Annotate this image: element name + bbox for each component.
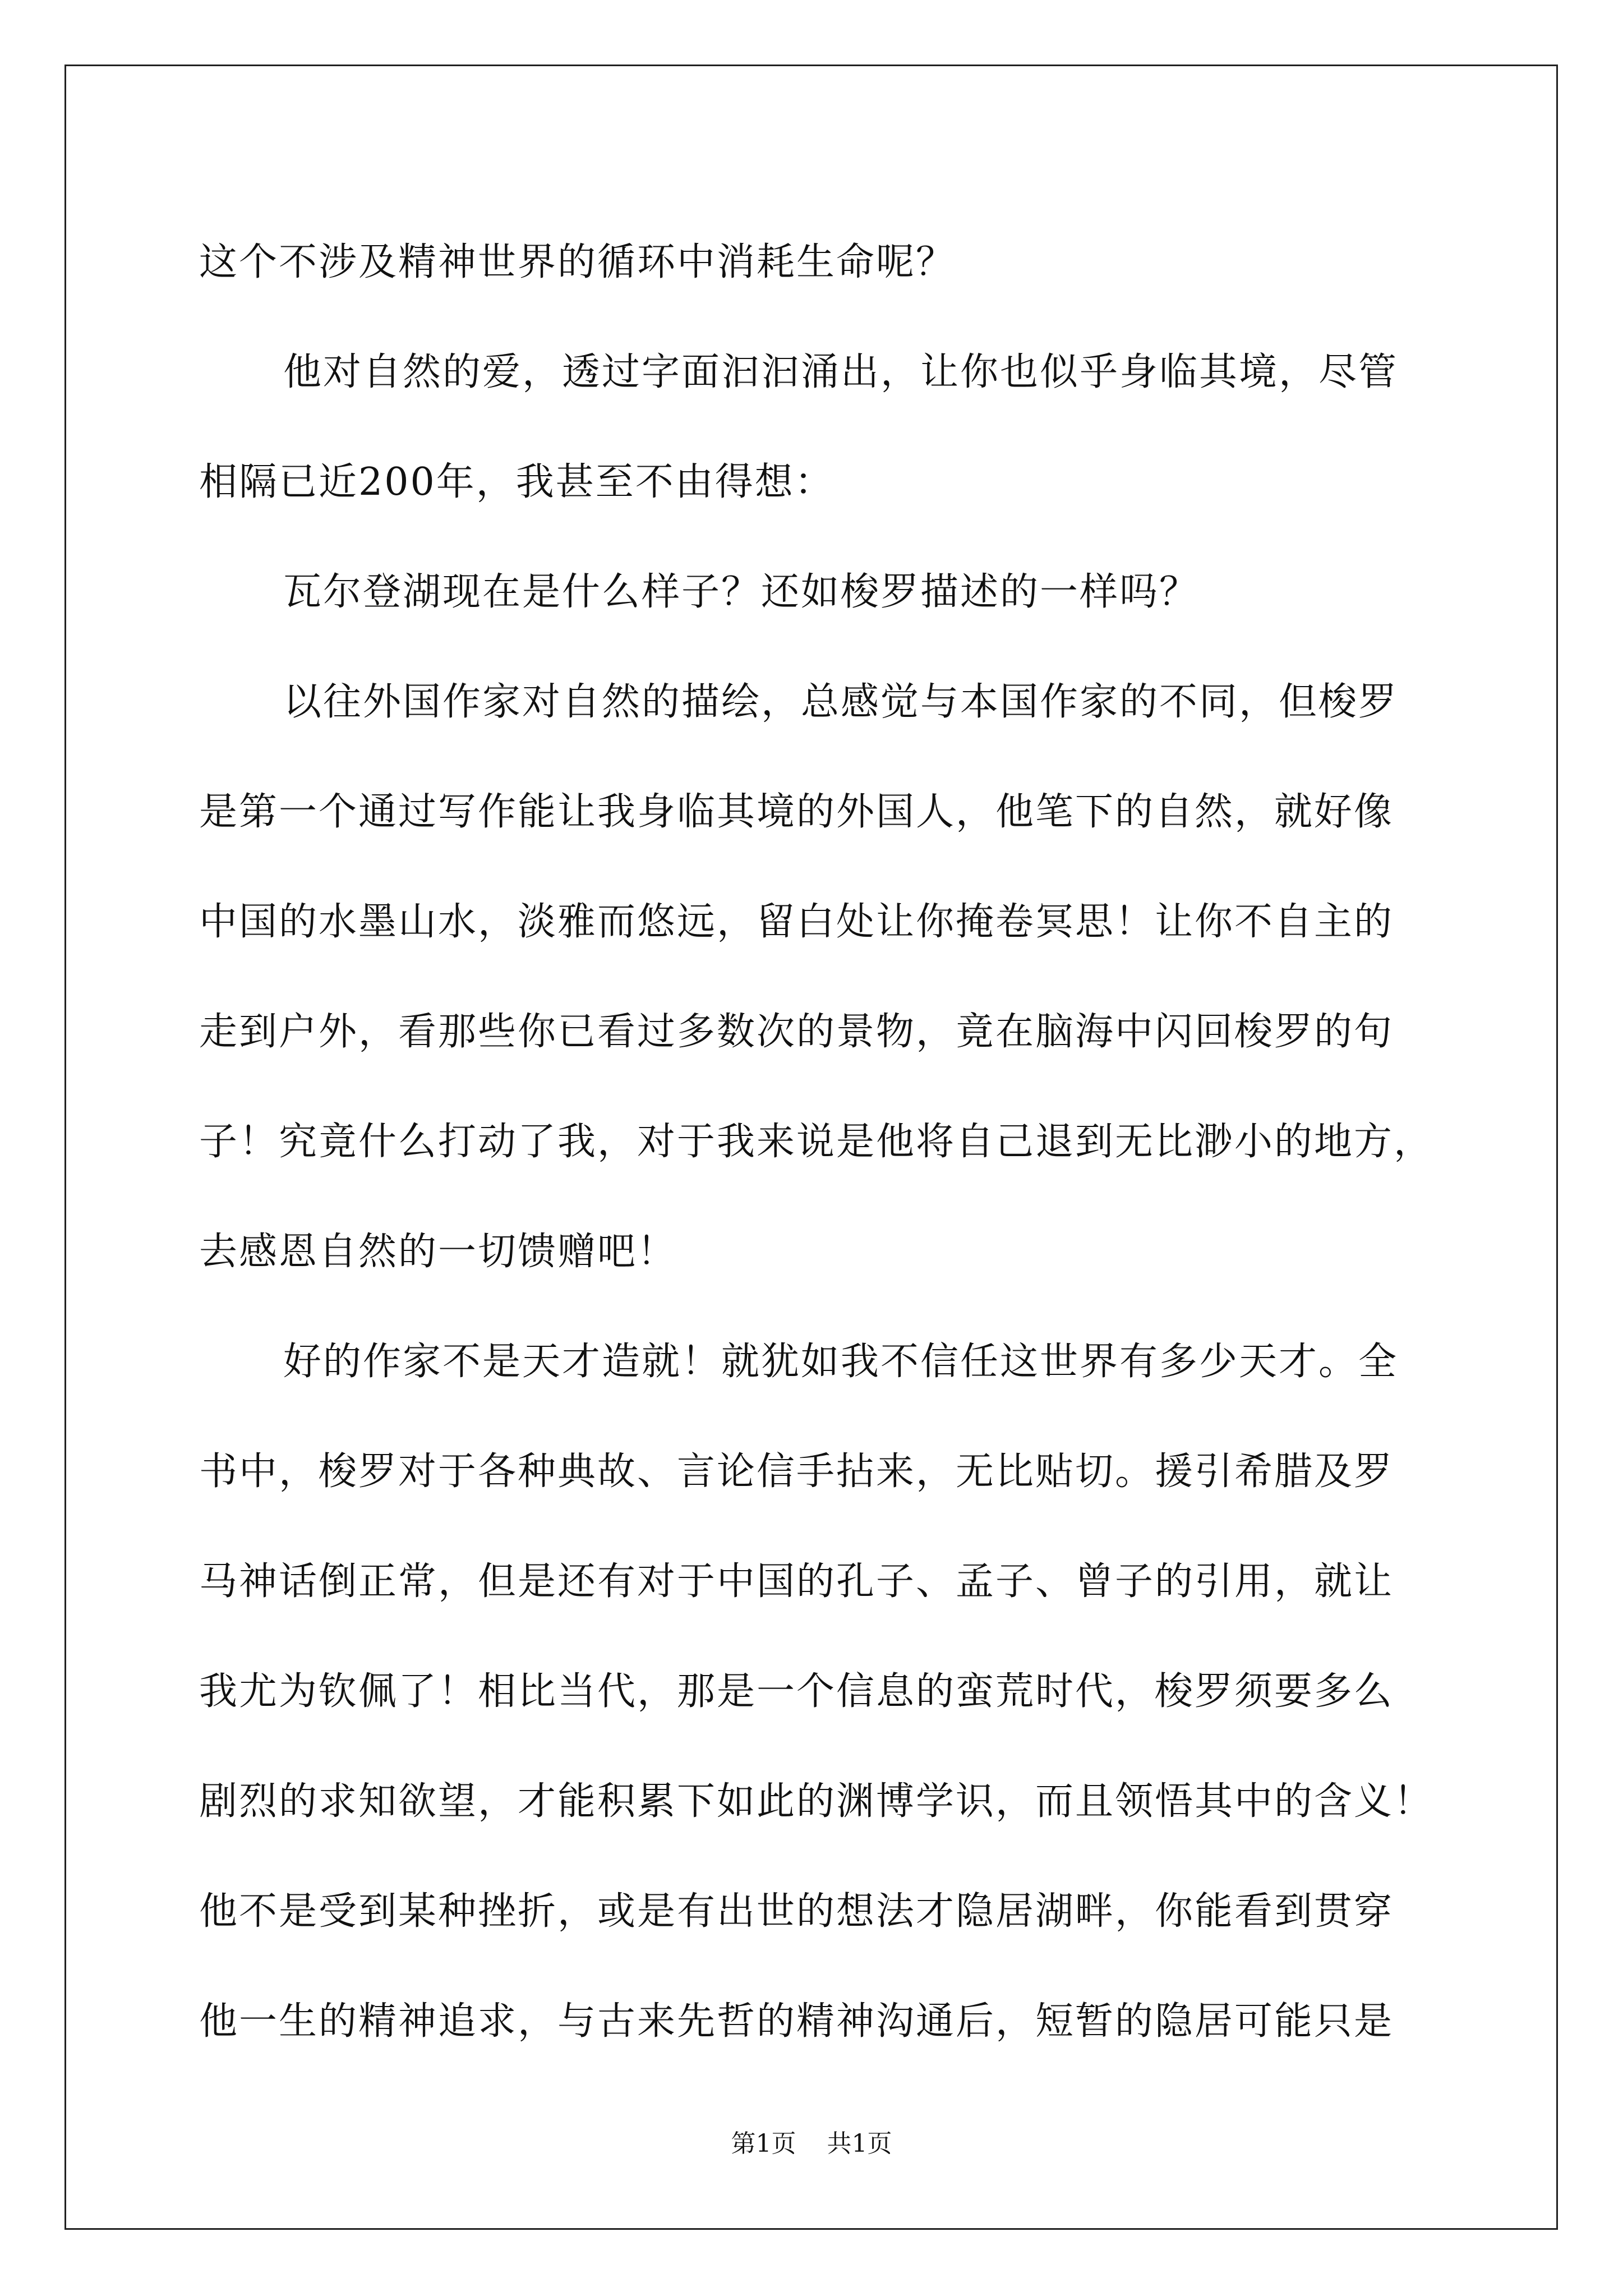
- text-line: 相隔已近200年，我甚至不由得想：: [199, 460, 834, 504]
- text-line: 他不是受到某种挫折，或是有出世的想法才隐居湖畔，你能看到贯穿: [199, 1889, 1394, 1934]
- text-line: 子！究竟什么打动了我，对于我来说是他将自己退到无比渺小的地方，: [199, 1120, 1434, 1164]
- text-line: 走到户外，看那些你已看过多数次的景物，竟在脑海中闪回梭罗的句: [199, 1010, 1394, 1054]
- text-line: 瓦尔登湖现在是什么样子？还如梭罗描述的一样吗？: [283, 570, 1200, 614]
- text-line: 是第一个通过写作能让我身临其境的外国人，他笔下的自然，就好像: [199, 790, 1394, 834]
- text-line: 好的作家不是天才造就！就犹如我不信任这世界有多少天才。全: [283, 1340, 1399, 1384]
- page-footer: [0, 2127, 1623, 2161]
- text-line: 这个不涉及精神世界的循环中消耗生命呢？: [199, 240, 956, 284]
- page-number: 第1页: [731, 2129, 796, 2158]
- text-line: 书中，梭罗对于各种典故、言论信手拈来，无比贴切。援引希腊及罗: [199, 1450, 1394, 1494]
- text-line: 马神话倒正常，但是还有对于中国的孔子、孟子、曾子的引用，就让: [199, 1559, 1394, 1604]
- text-line: 去感恩自然的一切馈赠吧！: [199, 1230, 677, 1274]
- document-body: [199, 208, 1433, 2077]
- text-line: 以往外国作家对自然的描绘，总感觉与本国作家的不同，但梭罗: [283, 680, 1399, 724]
- text-line: 中国的水墨山水，淡雅而悠远，留白处让你掩卷冥思！让你不自主的: [199, 900, 1394, 944]
- text-line: 他对自然的爱，透过字面汩汩涌出，让你也似乎身临其境，尽管: [283, 350, 1399, 394]
- page-total: 共1页: [827, 2129, 892, 2158]
- text-line: 我尤为钦佩了！相比当代，那是一个信息的蛮荒时代，梭罗须要多么: [199, 1669, 1394, 1714]
- text-line: 剧烈的求知欲望，才能积累下如此的渊博学识，而且领悟其中的含义！: [199, 1779, 1434, 1824]
- text-line: 他一生的精神追求，与古来先哲的精神沟通后，短暂的隐居可能只是: [199, 1999, 1394, 2044]
